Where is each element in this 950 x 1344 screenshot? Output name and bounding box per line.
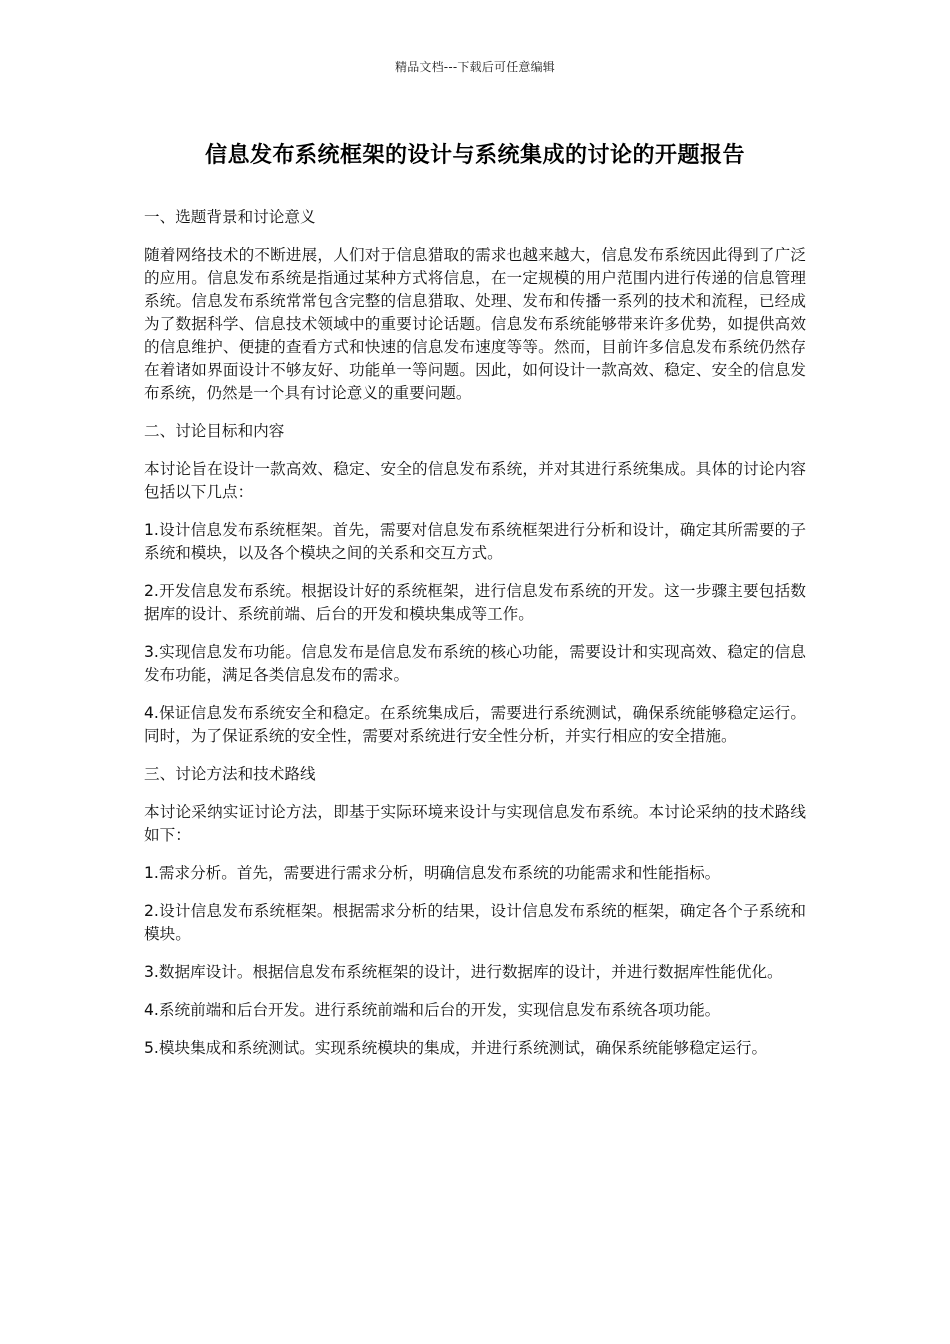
- section-heading-background: 一、选题背景和讨论意义: [144, 208, 316, 226]
- list-item-goal-3: 3.实现信息发布功能。信息发布是信息发布系统的核心功能，需要设计和实现高效、稳定的信息发布功能，满足各类信息发布的需求。: [144, 643, 806, 684]
- header-note: 精品文档---下载后可任意编辑: [395, 60, 555, 74]
- paragraph-background: 随着网络技术的不断进展，人们对于信息猎取的需求也越来越大，信息发布系统因此得到了广泛的应用。信息发布系统是指通过某种方式将信息，在一定规模的用户范围内进行传递的信息管理系统。信息发布系统常常包含完整的信息猎取、处理、发布和传播一系列的技术和流程，已经成为了数据科学、信息技术领域中的重要讨论话题。信息发布系统能够带来许多优势，如提供高效的信息维护、便捷的查看方式和快速的信息发布速度等等。然而，目前许多信息发布系统仍然存在着诸如界面设计不够友好、功能单一等问题。因此，如何设计一款高效、稳定、安全的信息发布系统，仍然是一个具有讨论意义的重要问题。: [144, 246, 806, 402]
- list-item-goal-1: 1.设计信息发布系统框架。首先，需要对信息发布系统框架进行分析和设计，确定其所需要的子系统和模块，以及各个模块之间的关系和交互方式。: [144, 521, 806, 562]
- section-heading-goals: 二、讨论目标和内容: [144, 422, 285, 440]
- list-item-goal-4: 4.保证信息发布系统安全和稳定。在系统集成后，需要进行系统测试，确保系统能够稳定运行。同时，为了保证系统的安全性，需要对系统进行安全性分析，并实行相应的安全措施。: [144, 704, 806, 745]
- list-item-method-2: 2.设计信息发布系统框架。根据需求分析的结果，设计信息发布系统的框架，确定各个子系统和模块。: [144, 902, 806, 943]
- paragraph-goals-intro: 本讨论旨在设计一款高效、稳定、安全的信息发布系统，并对其进行系统集成。具体的讨论内容包括以下几点：: [144, 460, 806, 501]
- paragraph-methods-intro: 本讨论采纳实证讨论方法，即基于实际环境来设计与实现信息发布系统。本讨论采纳的技术路线如下：: [144, 803, 806, 844]
- list-item-method-1: 1.需求分析。首先，需要进行需求分析，明确信息发布系统的功能需求和性能指标。: [144, 864, 721, 882]
- document-title: 信息发布系统框架的设计与系统集成的讨论的开题报告: [204, 143, 745, 168]
- section-heading-methods: 三、讨论方法和技术路线: [144, 765, 316, 783]
- list-item-method-3: 3.数据库设计。根据信息发布系统框架的设计，进行数据库的设计，并进行数据库性能优化。: [144, 963, 783, 981]
- document-body: [144, 206, 806, 1075]
- list-item-goal-2: 2.开发信息发布系统。根据设计好的系统框架，进行信息发布系统的开发。这一步骤主要包括数据库的设计、系统前端、后台的开发和模块集成等工作。: [144, 582, 806, 623]
- list-item-method-4: 4.系统前端和后台开发。进行系统前端和后台的开发，实现信息发布系统各项功能。: [144, 1001, 721, 1019]
- list-item-method-5: 5.模块集成和系统测试。实现系统模块的集成，并进行系统测试，确保系统能够稳定运行。: [144, 1039, 768, 1057]
